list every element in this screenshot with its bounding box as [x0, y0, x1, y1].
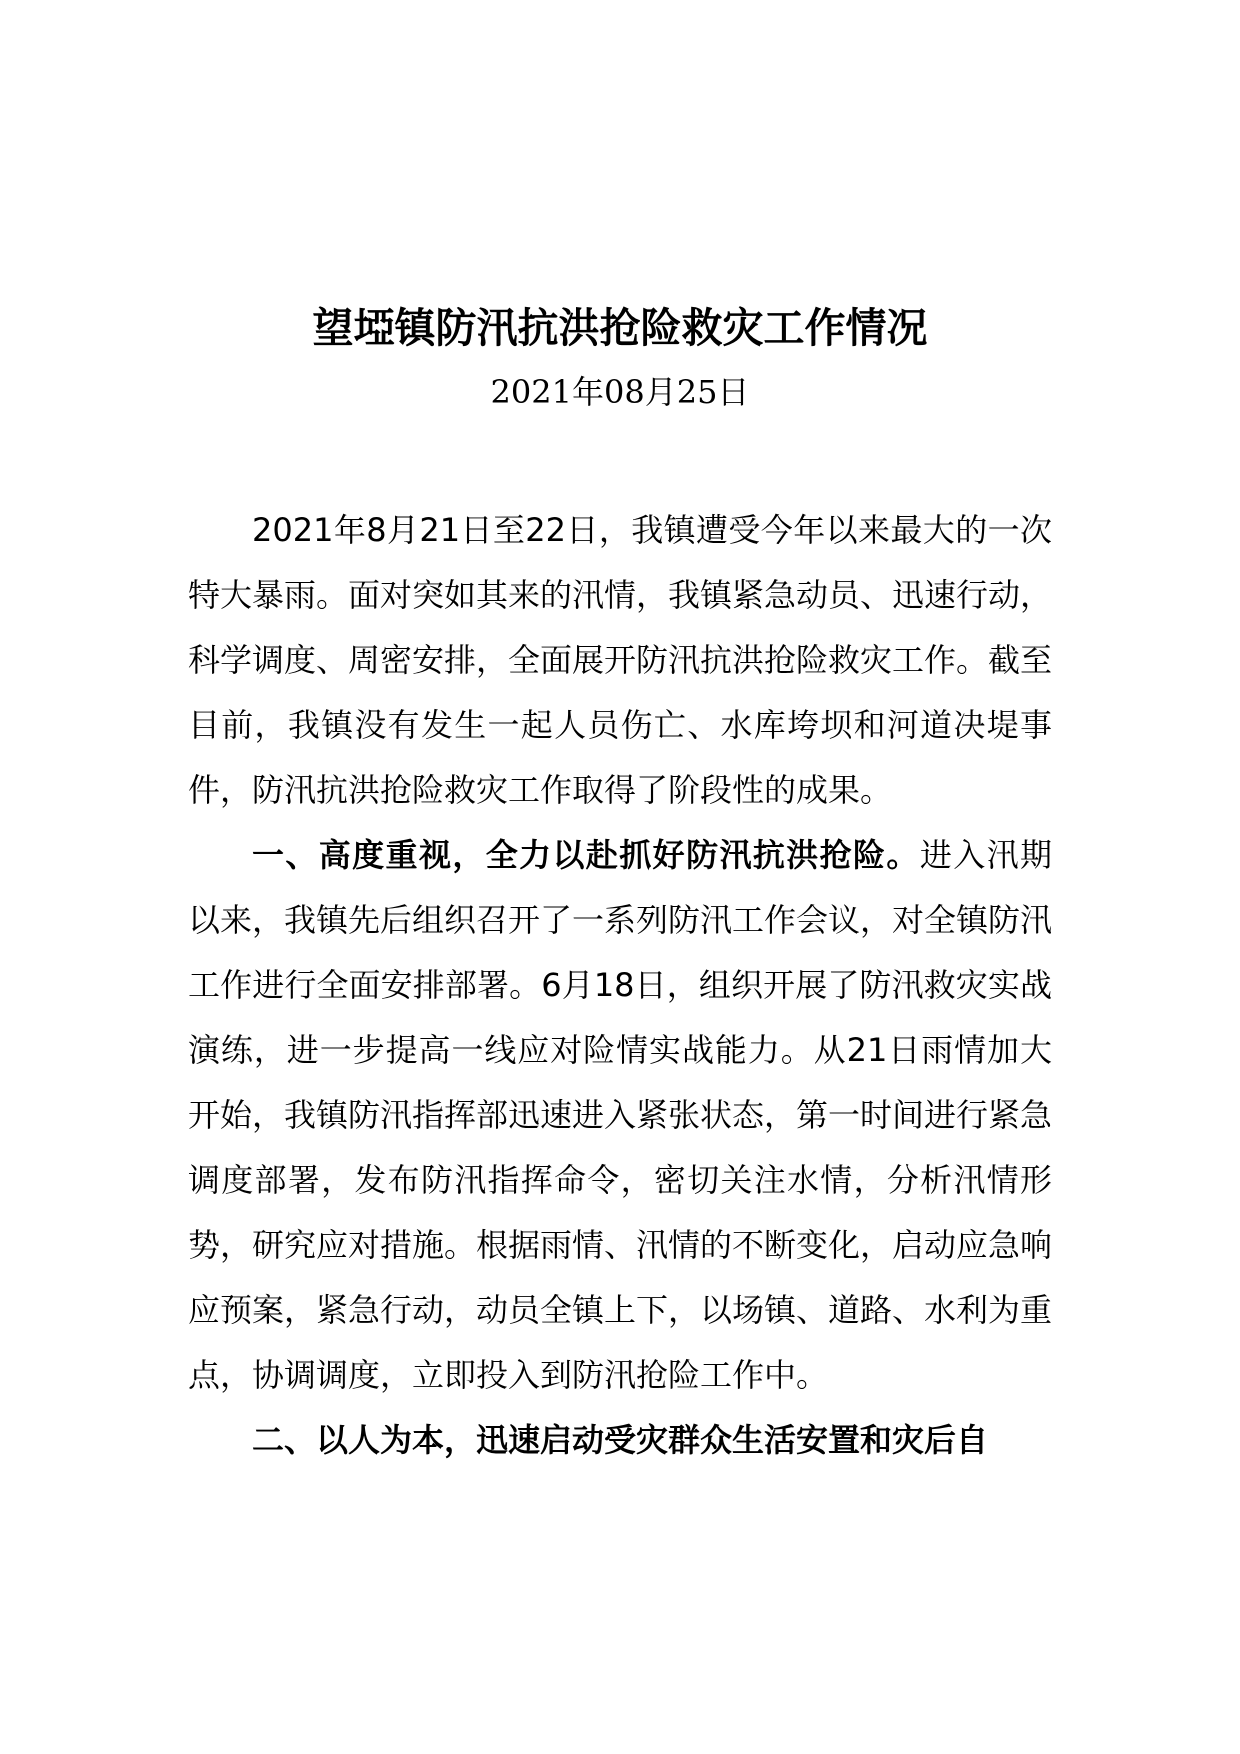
document-body	[188, 498, 1052, 1473]
section-one-paragraph	[188, 823, 1052, 1408]
section-two-heading: 二、以人为本，迅速启动受灾群众生活安置和灾后自	[252, 1421, 989, 1459]
section-one-text: 进入汛期以来，我镇先后组织召开了一系列防汛工作会议，对全镇防汛工作进行全面安排部署。6月18日，组织开展了防汛救灾实战演练，进一步提高一线应对险情实战能力。从21日雨情加大开始，我镇防汛指挥部迅速进入紧张状态，第一时间进行紧急调度部署，发布防汛指挥命令，密切关注水情，分析汛情形势，研究应对措施。根据雨情、汛情的不断变化，启动应急响应预案，紧急行动，动员全镇上下，以场镇、道路、水利为重点，协调调度，立即投入到防汛抢险工作中。	[188, 836, 1053, 1394]
section-one-heading: 一、高度重视，全力以赴抓好防汛抗洪抢险。	[252, 836, 920, 874]
section-two-paragraph	[188, 1408, 1052, 1473]
intro-paragraph	[188, 498, 1052, 823]
document-title: 望埡镇防汛抗洪抢险救灾工作情况	[312, 304, 928, 352]
document-date: 2021年08月25日	[490, 373, 750, 411]
intro-paragraph-text: 2021年8月21日至22日，我镇遭受今年以来最大的一次特大暴雨。面对突如其来的汛情，我镇紧急动员、迅速行动，科学调度、周密安排，全面展开防汛抗洪抢险救灾工作。截至目前，我镇没有发生一起人员伤亡、水库垮坝和河道决堤事件，防汛抗洪抢险救灾工作取得了阶段性的成果。	[188, 511, 1053, 809]
